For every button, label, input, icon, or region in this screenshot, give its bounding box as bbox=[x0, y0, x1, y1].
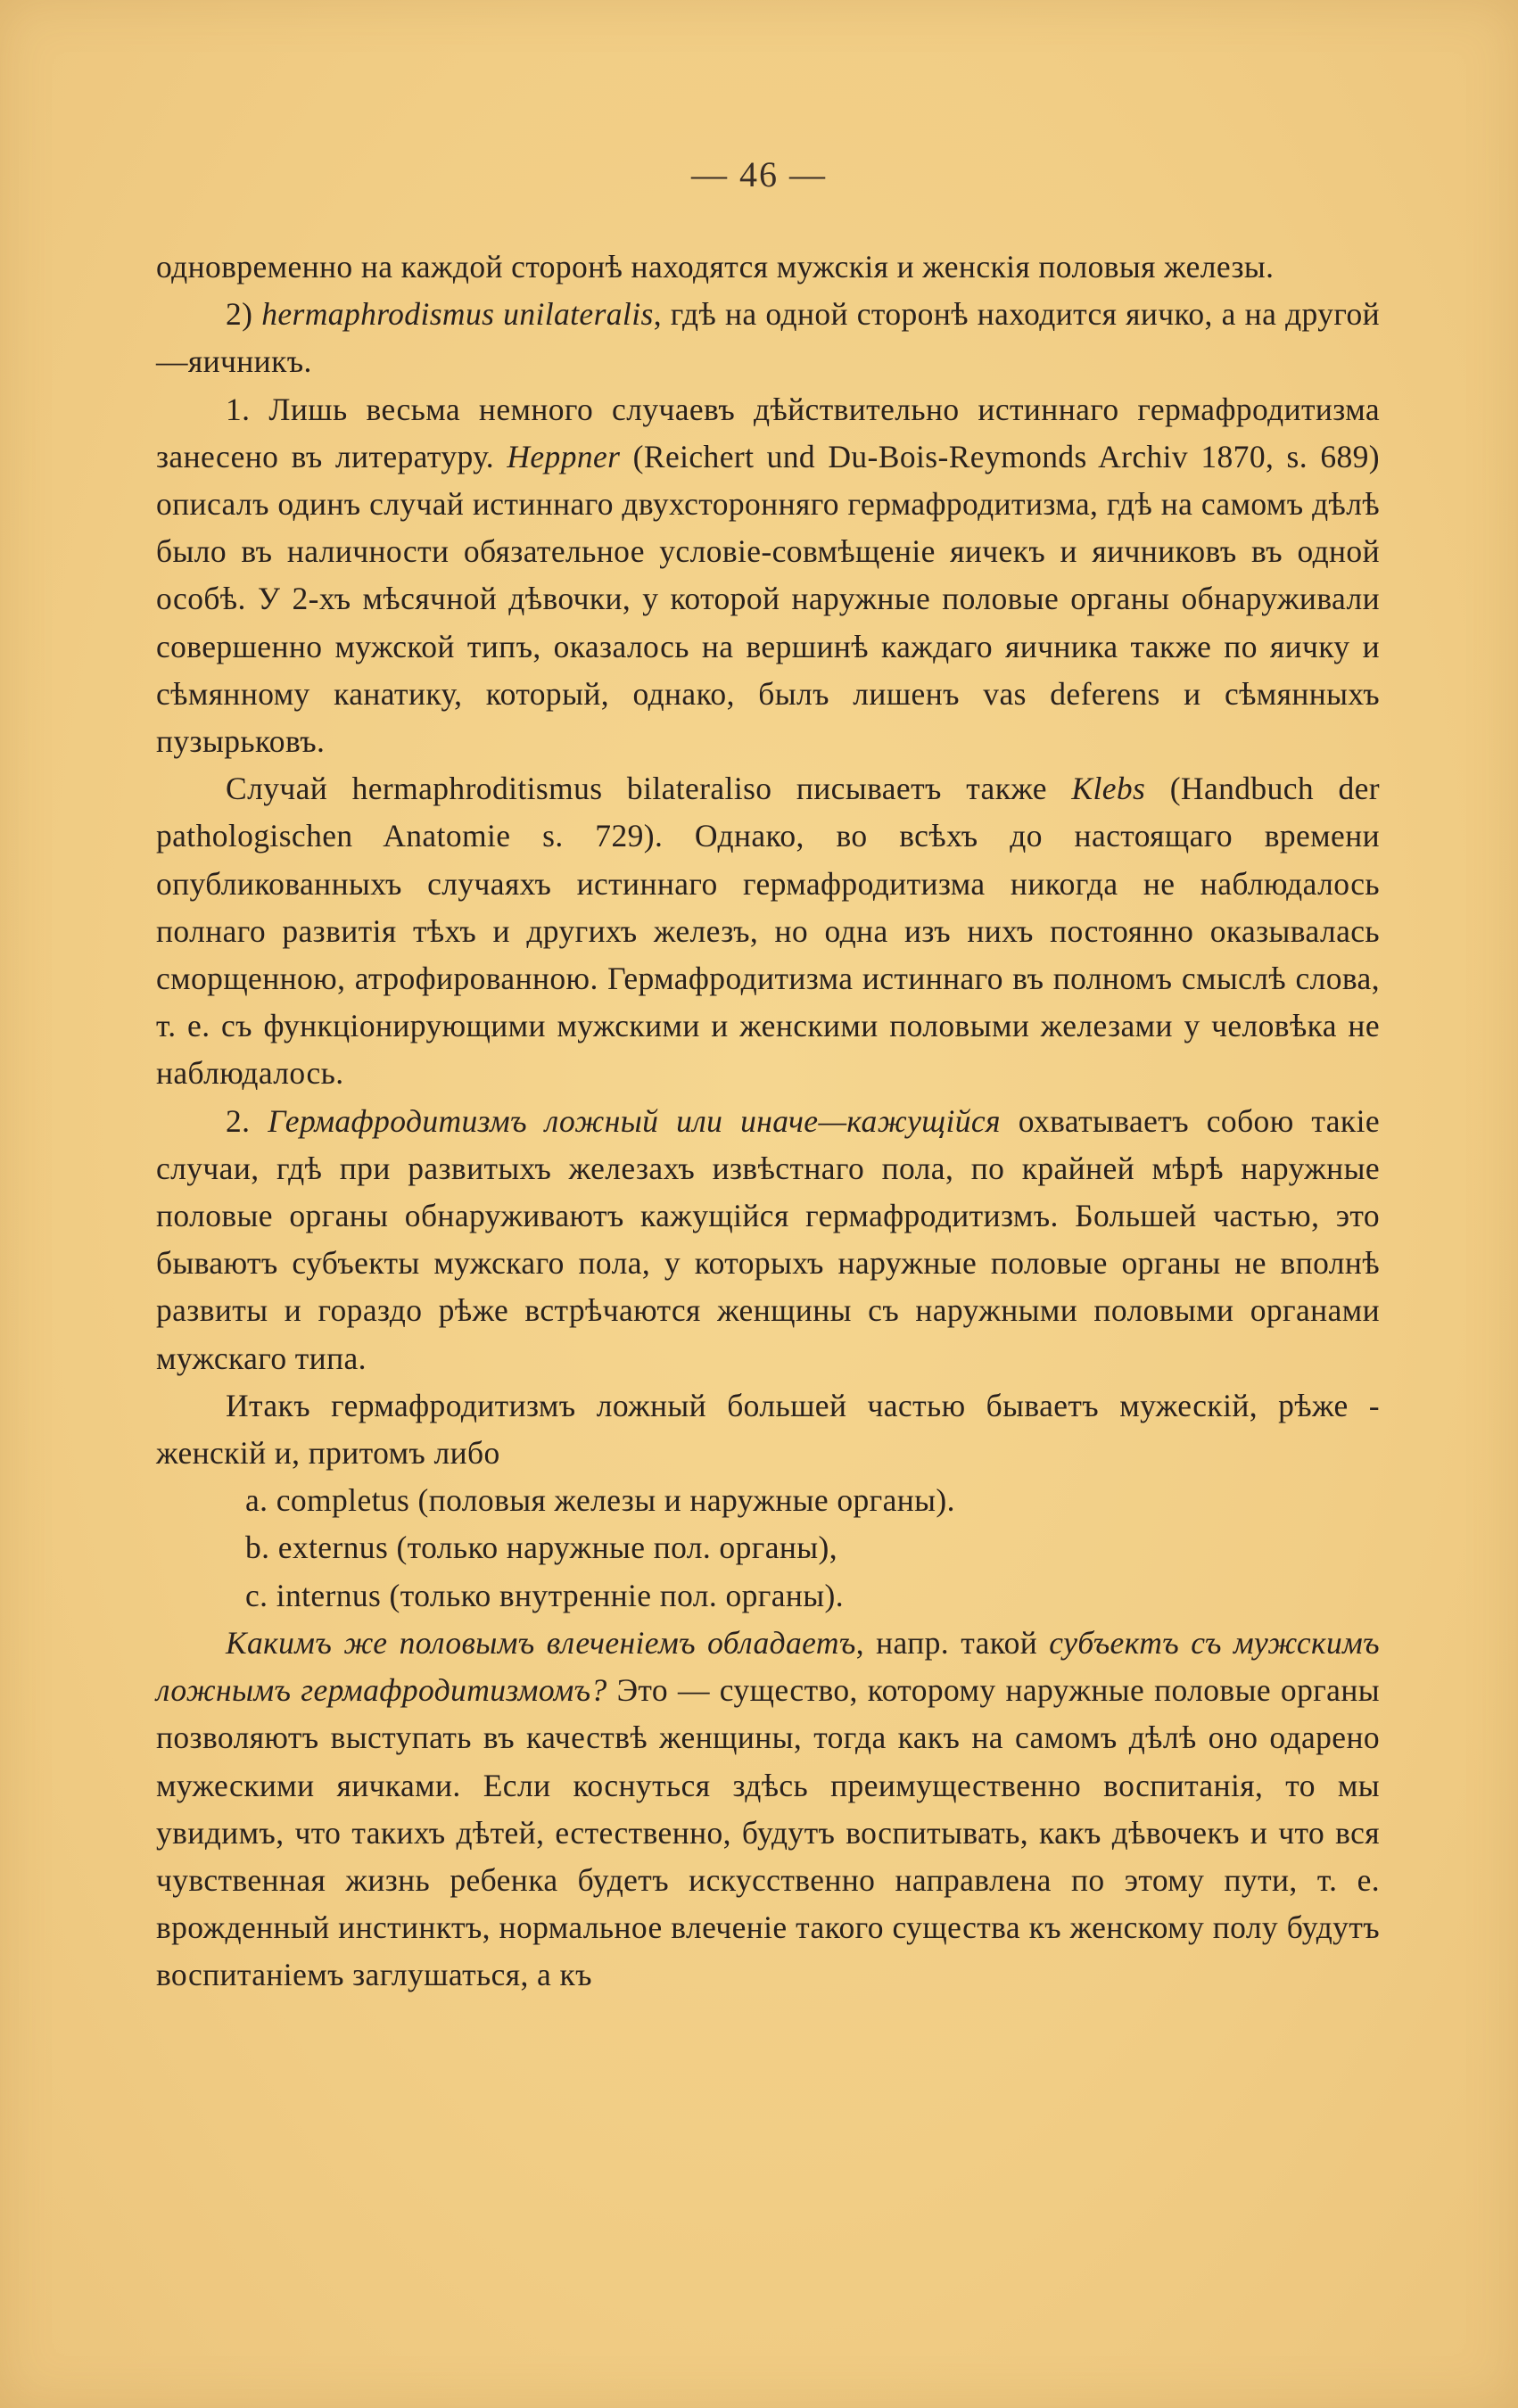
item-number: 2. bbox=[226, 1102, 268, 1139]
author-name: Heppner bbox=[507, 438, 621, 474]
paragraph-unilateral bbox=[156, 291, 1380, 385]
paragraph-text: (Handbuch der pathologischen Anatomie s. 729). Однако, во всѣхъ до настоящаго времени опубликованныхъ случаяхъ истиннаго гермафродитизма никогда не наблюдалось полнаго развитія тѣхъ и другихъ железъ, но одна изъ нихъ постоянно оказывалась сморщенною, атрофированною. Гермафродитизма истиннаго въ полномъ смыслѣ слова, т. е. съ функціонирующими мужскими и женскими половыми железами у человѣка не наблюдалось. bbox=[156, 771, 1380, 1092]
paragraph-text: , напр. такой bbox=[855, 1624, 1050, 1661]
list-item: c. internus (только внутренніе пол. органы). bbox=[245, 1577, 845, 1613]
paragraph-summary bbox=[156, 1382, 1380, 1477]
paragraph-text: Это — существо, которому наружные половые органы позволяютъ выступать въ качествѣ женщины, тогда какъ на самомъ дѣлѣ оно одарено мужескими яичками. Если коснуться здѣсь преимущественно воспитанія, то мы увидимъ, что такихъ дѣтей, естественно, будутъ воспитывать, какъ дѣвочекъ и что вся чувственная жизнь ребенка будетъ искусственно направлена по этому пути, т. е. врожденный инстинктъ, нормальное влеченіе такого существа къ женскому полу будутъ воспитаніемъ заглушаться, а къ bbox=[156, 1672, 1380, 1993]
paragraph-text: одновременно на каждой сторонѣ находятся мужскія и женскія половыя железы. bbox=[156, 249, 1275, 285]
question-emphasis: субъектъ съ мужскимъ ложнымъ гермафродитизмомъ? bbox=[156, 1624, 1381, 1709]
term-emphasis: Гермафродитизмъ ложный или иначе—кажущійся bbox=[268, 1102, 1001, 1139]
paragraph-text: охватываетъ собою такіе случаи, гдѣ при развитыхъ железахъ извѣстнаго пола, по крайней мѣрѣ наружные половые органы обнаруживаютъ кажущійся гермафродитизмъ. Большей частью, это бываютъ субъекты мужскаго пола, у которыхъ наружные половые органы не вполнѣ развиты и гораздо рѣже встрѣчаются женщины съ наружными половыми органами мужскаго типа. bbox=[156, 1102, 1380, 1376]
paragraph-text: Случай hermaphroditismus bilateraliso писываетъ также bbox=[226, 771, 1072, 807]
paragraph-sexual-drive bbox=[156, 1620, 1380, 2000]
page-number: — 46 — bbox=[691, 154, 827, 194]
list-item: a. completus (половыя железы и наружные органы). bbox=[245, 1482, 955, 1519]
paragraph-text: Итакъ гермафродитизмъ ложный большей частью бываетъ мужескій, рѣже - женскій и, притомъ либо bbox=[156, 1387, 1380, 1472]
paragraph-text: 1. Лишь весьма немного случаевъ дѣйствительно истиннаго гермафродитизма занесено въ литературу. bbox=[156, 391, 1380, 474]
body-text bbox=[156, 243, 1380, 2000]
item-number: 2) bbox=[226, 296, 262, 333]
list-item: b. externus (только наружные пол. органы), bbox=[245, 1530, 837, 1566]
paragraph-text: (Reichert und Du-Bois-Reymonds Archiv 1870, s. 689) описалъ одинъ случай истиннаго двухсторонняго гермафродитизма, гдѣ на самомъ дѣлѣ было въ наличности обязательное условіе-совмѣщеніе яичекъ и яичниковъ въ одной особѣ. У 2-хъ мѣсячной дѣвочки, у которой наружные половые органы обнаруживали совершенно мужской типъ, оказалось на вершинѣ каждаго яичника также по яичку и сѣмянному канатику, который, однако, былъ лишенъ vas deferens и сѣмянныхъ пузырьковъ. bbox=[156, 438, 1381, 760]
paragraph-true-hermaphroditism bbox=[156, 386, 1380, 766]
paragraph-false-hermaphroditism bbox=[156, 1098, 1380, 1382]
latin-term: hermaphrodismus unilateralis bbox=[261, 296, 654, 333]
paragraph-text: , гдѣ на одной сторонѣ находится яичко, а на другой—яичникъ. bbox=[156, 296, 1381, 380]
author-name: Klebs bbox=[1071, 771, 1146, 807]
question-emphasis: Какимъ же половымъ влеченіемъ обладаетъ bbox=[226, 1624, 856, 1661]
paragraph-continuation bbox=[156, 243, 1380, 291]
paragraph-klebs bbox=[156, 765, 1380, 1097]
